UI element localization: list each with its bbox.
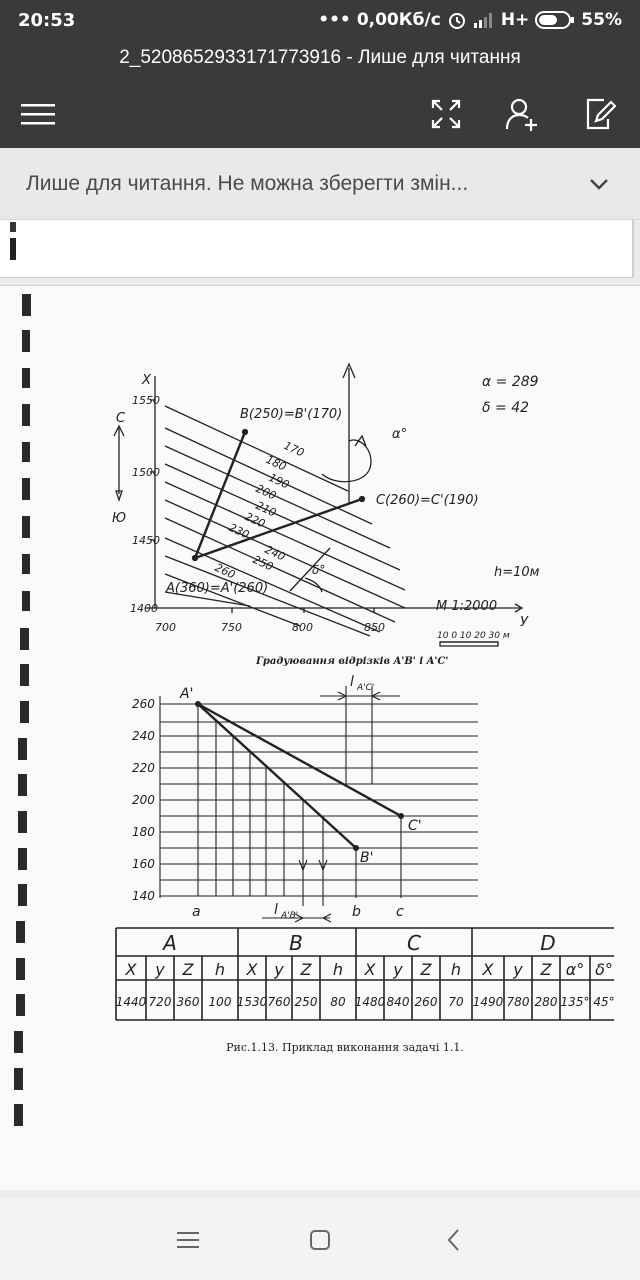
fullscreen-button[interactable] xyxy=(424,92,468,136)
table-cell: 1480 xyxy=(354,995,386,1009)
y-tick-4: 850 xyxy=(364,621,385,634)
table-header: Z xyxy=(540,960,552,979)
table-cell: 80 xyxy=(330,995,346,1009)
home-button[interactable] xyxy=(300,1220,340,1260)
contour-label-210: 210 xyxy=(253,498,279,520)
table-header: X xyxy=(125,960,137,979)
table-header: h xyxy=(332,960,344,979)
x-tick-3: 1450 xyxy=(132,534,160,547)
plan-labels xyxy=(112,373,540,641)
h-label: h=10м xyxy=(494,565,540,580)
table-header: X xyxy=(246,960,258,979)
table-cell: 100 xyxy=(208,995,232,1009)
table-header: Z xyxy=(182,960,194,979)
lab-label: l xyxy=(274,902,278,918)
graduation-caption: Градуювання відрізків A'B' і A'C' xyxy=(256,656,449,667)
profile-grid xyxy=(160,686,478,922)
battery-icon xyxy=(535,10,575,30)
table-cell: 360 xyxy=(176,995,200,1009)
contour-label-250: 250 xyxy=(250,552,276,574)
read-only-text: Лише для читання. Не можна зберегти змін... xyxy=(26,171,469,195)
alarm-icon xyxy=(447,10,467,30)
lab-subscript: A'B' xyxy=(281,911,299,921)
table-cell: 780 xyxy=(506,995,530,1009)
home-square-icon xyxy=(309,1229,331,1251)
profile-point-c: C' xyxy=(408,818,422,834)
recent-apps-button[interactable] xyxy=(168,1220,208,1260)
compass-south: Ю xyxy=(112,511,127,526)
chevron-down-icon[interactable] xyxy=(584,169,614,199)
table-text xyxy=(116,931,615,1009)
table-cell: 1530 xyxy=(236,995,268,1009)
y-tick-3: 800 xyxy=(292,621,313,634)
menu-icon xyxy=(21,102,55,126)
status-bar xyxy=(0,0,640,40)
table-header: y xyxy=(393,960,403,979)
contour-label-190: 190 xyxy=(266,470,292,492)
table-header: δ° xyxy=(595,960,613,979)
point-a-label: A(360)=A'(260) xyxy=(166,581,269,596)
profile-tick-260: 260 xyxy=(132,697,155,711)
profile-bottom-a: a xyxy=(192,904,201,920)
delta-angle-label: δ° xyxy=(312,563,326,577)
add-person-icon xyxy=(505,97,539,131)
table-cell: 760 xyxy=(267,995,291,1009)
contour-label-180: 180 xyxy=(263,452,289,474)
table-header: Z xyxy=(420,960,432,979)
table-cell: 70 xyxy=(448,995,464,1009)
read-only-banner[interactable] xyxy=(0,148,640,220)
table-cell: 1490 xyxy=(472,995,504,1009)
contour-label-220: 220 xyxy=(242,509,268,531)
document-title: 2_5208652933171773916 - Лише для читання xyxy=(0,40,640,78)
table-header: Z xyxy=(300,960,312,979)
y-tick-1: 700 xyxy=(155,621,176,634)
binding-marks xyxy=(14,294,31,1126)
x-tick-1: 1550 xyxy=(132,394,160,407)
x-tick-2: 1500 xyxy=(132,466,160,479)
table-header: h xyxy=(214,960,226,979)
table-cell: 840 xyxy=(386,995,410,1009)
battery-level: 55% xyxy=(581,10,622,30)
profile-labels xyxy=(132,674,422,921)
point-c-label: C(260)=C'(190) xyxy=(376,493,479,508)
profile-tick-180: 180 xyxy=(132,825,155,839)
table-cell: 280 xyxy=(534,995,558,1009)
delta-value: δ = 42 xyxy=(482,400,530,416)
table-group-d: D xyxy=(540,931,556,955)
network-type: H+ xyxy=(500,10,530,30)
table-group-b: B xyxy=(289,931,303,955)
scale-ticks: 10 0 10 20 30 м xyxy=(437,631,510,641)
table-header: y xyxy=(155,960,165,979)
edit-button[interactable] xyxy=(578,92,622,136)
table-cell: 135° xyxy=(560,995,590,1009)
table-group-c: C xyxy=(407,931,421,955)
alpha-value: α = 289 xyxy=(482,374,539,390)
status-indicators xyxy=(318,10,622,30)
fullscreen-icon xyxy=(430,98,462,130)
x-tick-4: 1400 xyxy=(130,602,158,615)
profile-tick-140: 140 xyxy=(132,889,155,903)
table-header: h xyxy=(450,960,462,979)
binding-marks xyxy=(0,220,30,278)
previous-page-fragment xyxy=(0,220,634,278)
compass-north: С xyxy=(116,411,126,426)
alpha-angle-label: α° xyxy=(392,427,408,442)
contour-label-230: 230 xyxy=(226,520,252,542)
table-cell: 1440 xyxy=(115,995,147,1009)
signal-icon xyxy=(473,12,495,28)
table-header: y xyxy=(274,960,284,979)
contour-label-170: 170 xyxy=(281,438,307,460)
axis-y-label: У xyxy=(520,615,528,630)
table-cell: 45° xyxy=(593,995,615,1009)
menu-lines-icon xyxy=(177,1231,199,1249)
lac-subscript: A'C' xyxy=(357,683,375,693)
lac-label: l xyxy=(350,674,354,690)
table-header: X xyxy=(364,960,376,979)
axis-x-label: X xyxy=(142,373,151,388)
share-button[interactable] xyxy=(500,92,544,136)
back-arrow-icon xyxy=(445,1228,463,1252)
table-header: α° xyxy=(565,960,585,979)
profile-tick-200: 200 xyxy=(132,793,155,807)
profile-point-b: B' xyxy=(360,850,374,866)
back-button[interactable] xyxy=(434,1220,474,1260)
edit-icon xyxy=(584,97,616,131)
table-cell: 260 xyxy=(414,995,438,1009)
y-tick-2: 750 xyxy=(221,621,242,634)
profile-bottom-b: b xyxy=(352,904,361,920)
figure-drawing xyxy=(0,286,640,1191)
profile-point-a: A' xyxy=(180,686,194,702)
table-header: y xyxy=(513,960,523,979)
contour-label-200: 200 xyxy=(253,481,279,503)
contour-label-240: 240 xyxy=(262,542,288,564)
more-dots-icon: ••• xyxy=(318,10,351,30)
network-speed: 0,00Кб/с xyxy=(356,10,441,30)
table-cell: 250 xyxy=(294,995,318,1009)
document-page xyxy=(0,285,640,1190)
navigation-bar xyxy=(0,1198,640,1280)
table-group-a: A xyxy=(163,931,177,955)
contour-label-260: 260 xyxy=(212,560,238,582)
profile-tick-220: 220 xyxy=(132,761,155,775)
point-b-label: B(250)=B'(170) xyxy=(240,407,343,422)
menu-button[interactable] xyxy=(16,92,60,136)
scale-label: М 1:2000 xyxy=(436,599,498,614)
figure-caption: Рис.1.13. Приклад виконання задачі 1.1. xyxy=(226,1041,464,1054)
profile-bottom-c: c xyxy=(396,904,404,920)
profile-tick-160: 160 xyxy=(132,857,155,871)
status-time: 20:53 xyxy=(18,9,76,31)
table-cell: 720 xyxy=(148,995,172,1009)
profile-tick-240: 240 xyxy=(132,729,155,743)
toolbar xyxy=(0,78,640,148)
table-header: X xyxy=(482,960,494,979)
